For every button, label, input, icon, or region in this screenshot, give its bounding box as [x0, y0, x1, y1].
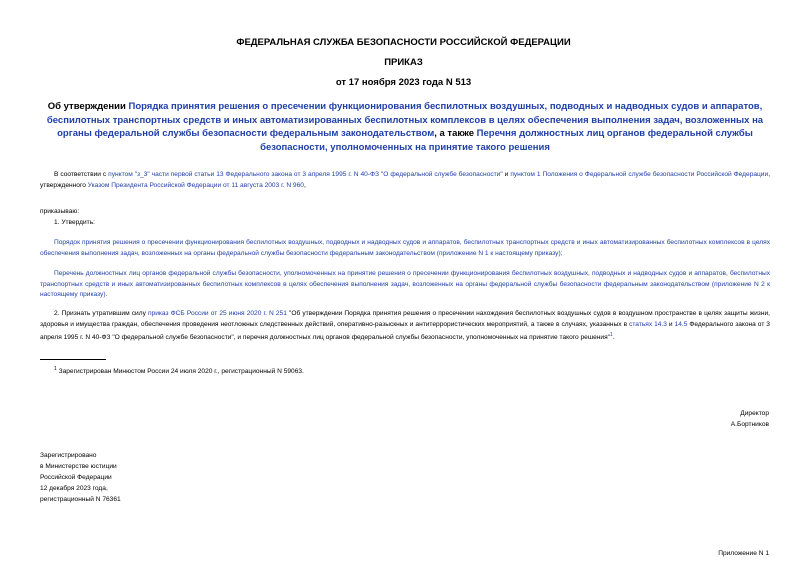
repeal-link-article-14-3[interactable]: статьях 14.3 — [629, 320, 667, 328]
repeal-link-order[interactable]: приказ ФСБ России от 25 июня 2020 г. N 251 — [147, 310, 287, 317]
footnote-mark: 1 — [54, 366, 57, 372]
signature-position: Директор — [740, 410, 769, 417]
doc-type-heading: ПРИКАЗ — [384, 57, 423, 68]
paragraph-repeal — [40, 309, 770, 344]
repeal-text-d: Федерального закона от 3 апреля 1995 г. N 40-ФЗ "О федеральной службе безопасности", и перечня должностных лиц органов федеральной службы безопасности, уполномоченных на принятие такого решения" — [40, 320, 770, 342]
repeal-text-a: 2. Признать утратившим силу — [54, 310, 148, 317]
basis-text-b: и — [502, 171, 511, 178]
footnote-ref[interactable]: 1 — [610, 332, 613, 339]
registration-line-4: 12 декабря 2023 года, — [40, 485, 108, 492]
repeal-link-article-14-5[interactable]: 14.5 — [674, 320, 688, 328]
list-text: должностных лиц органов федеральной службы безопасности, уполномоченных на принятие решения о пресечении функционирования беспилотных воздушных, подводных и надводных судов и аппаратов, беспилотных транспортных средств и иных автоматизированных беспилотных комплексов в целях обеспечения выполнения задач, возложенных на органы федеральной службы безопасности федеральным законодательством (приложение N 2 к настоящему приказу). — [40, 270, 770, 299]
registration-block — [40, 450, 121, 505]
basis-link-regulation[interactable]: пунктом 1 Положения о Федеральной службе безопасности Российской Федерации — [510, 171, 769, 178]
basis-text-d: , — [303, 181, 306, 189]
title-link-list[interactable]: Перечня должностных лиц органов федеральной службы безопасности, уполномоченных на принятие такого решения — [260, 128, 753, 153]
paragraph-approve: 1. Утвердить: — [54, 219, 95, 226]
document-title — [30, 100, 780, 154]
list-link[interactable]: Перечень — [54, 270, 84, 277]
procedure-link[interactable]: Порядок — [54, 239, 80, 246]
registration-line-5: регистрационный N 76361 — [40, 496, 121, 503]
paragraph-list — [40, 269, 770, 301]
signature-name: А.Бортников — [730, 421, 769, 428]
basis-link-law[interactable]: пунктом "з_3" части первой статьи 13 Федерального закона от 3 апреля 1995 г. N 40-ФЗ "О федеральной службе безопасности" — [108, 171, 503, 178]
date-number-heading: от 17 ноября 2023 года N 513 — [335, 77, 472, 88]
appendix-label: Приложение N 1 — [718, 550, 769, 557]
agency-heading: ФЕДЕРАЛЬНАЯ СЛУЖБА БЕЗОПАСНОСТИ РОССИЙСКОЙ ФЕДЕРАЦИИ — [236, 37, 571, 48]
registration-line-1: Зарегистрировано — [40, 452, 97, 459]
footnote-divider — [40, 359, 106, 360]
procedure-text: принятия решения о пресечении функционирования беспилотных воздушных, подводных и надводных судов и аппаратов, беспилотных транспортных средств и иных автоматизированных беспилотных комплексов в целях обеспечения выполнения задач, возложенных на органы федеральной службы безопасности федеральным законодательством (приложение N 1 к настоящему приказу); — [40, 239, 770, 257]
registration-line-3: Российской Федерации — [40, 474, 112, 481]
footnote-text: Зарегистрирован Минюстом России 24 июля 2020 г., регистрационный N 59063. — [56, 368, 304, 376]
repeal-text-e: . — [612, 334, 615, 342]
paragraph-basis — [40, 170, 770, 191]
basis-text-a: В соответствии с — [54, 171, 109, 178]
paragraph-order: приказываю: — [40, 208, 80, 215]
title-middle: , а также — [434, 128, 477, 139]
basis-text-c: , утвержденного — [40, 171, 771, 189]
repeal-text-b: "Об утверждении Порядка принятия решения о пресечении нахождения беспилотных воздушных судов в воздушном пространстве в целях защиты жизни, здоровья и имущества граждан, обеспечения проведения неотложных следственных действий, оперативно-разыскных и антитеррористических мероприятий, а также в случаях, указанных в — [40, 310, 770, 328]
title-prefix: Об утверждении — [47, 101, 129, 112]
registration-line-2: в Министерстве юстиции — [40, 463, 117, 470]
paragraph-procedure — [40, 238, 770, 259]
title-link-procedure[interactable]: Порядка принятия решения о пресечении функционирования беспилотных воздушных, подводных и надводных судов и аппаратов, беспилотных транспортных средств и иных автоматизированных беспилотных комплексов в целях обеспечения выполнения задач, возложенных на органы федеральной службы безопасности федеральным законодательством — [46, 101, 764, 139]
signature-block — [731, 408, 769, 430]
repeal-text-c: и — [666, 320, 675, 328]
basis-link-decree[interactable]: Указом Президента Российской Федерации от 11 августа 2003 г. N 960 — [87, 181, 304, 189]
footnote — [54, 366, 304, 375]
